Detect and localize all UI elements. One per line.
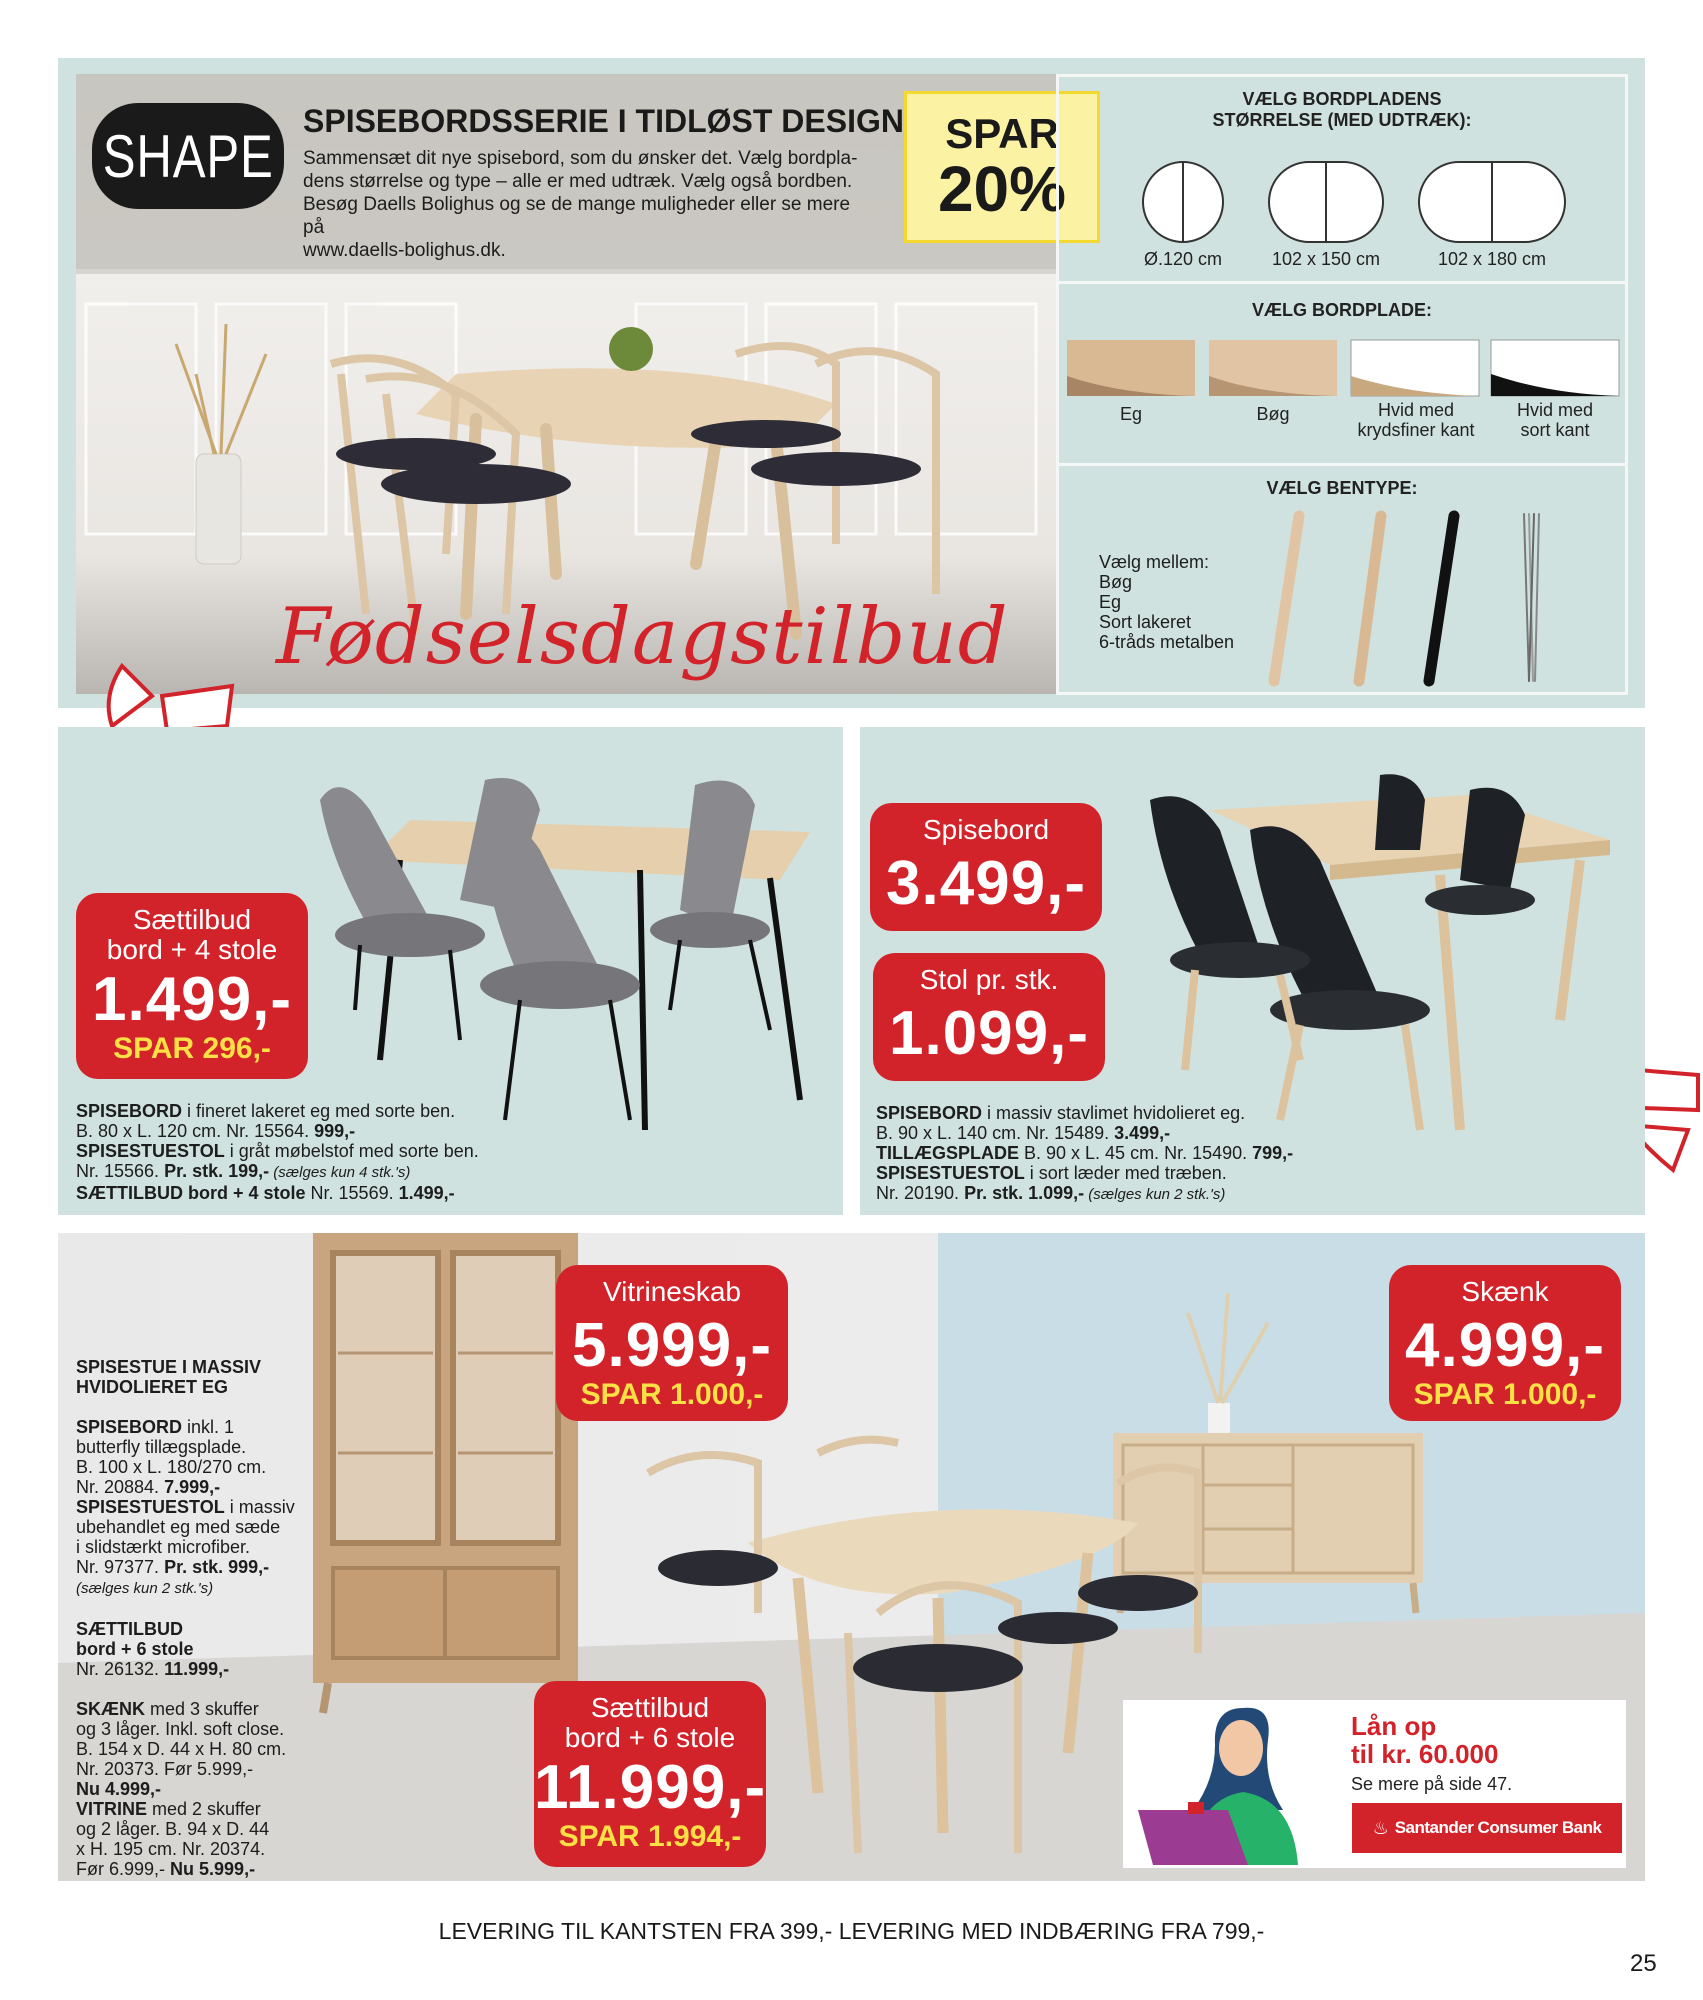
desc-note: (sælges kun 4 stk.'s)	[269, 1164, 411, 1181]
desc-line	[76, 1101, 816, 1121]
top-caption-line: Eg	[1119, 404, 1143, 424]
vitrine-price: 5.999,-	[571, 1311, 773, 1380]
desc-line	[76, 1141, 816, 1161]
desc-line: B. 154 x D. 44 x H. 80 cm.	[76, 1739, 287, 1759]
leg-text-line: 6-tråds metalben	[1099, 632, 1235, 652]
leg-shapes	[1059, 496, 1625, 696]
top-caption	[1209, 404, 1337, 425]
desc-line: og 3 låger. Inkl. soft close.	[76, 1719, 285, 1739]
top-caption	[1491, 400, 1619, 440]
set-label-1: Sættilbud	[590, 1692, 710, 1723]
skaenk-label: Skænk	[1461, 1276, 1549, 1307]
desc-text: i fineret lakeret eg med sorte ben.	[182, 1101, 456, 1121]
vitrine-label: Vitrineskab	[602, 1276, 741, 1307]
desc-text: Nr. 97377.	[76, 1557, 165, 1577]
top-caption-line: Hvid med	[1516, 400, 1594, 420]
desc-bold: SPISEBORD	[76, 1101, 183, 1121]
desc-text: B. 90 x L. 140 cm. Nr. 15489.	[876, 1123, 1115, 1143]
desc-line: B. 100 x L. 180/270 cm.	[76, 1457, 267, 1477]
leg-text-line: Vælg mellem:	[1099, 552, 1210, 572]
page-number: 25	[1630, 1950, 1657, 1977]
left-mid-badge-label-2: bord + 4 stole	[106, 934, 278, 965]
skaenk-price-badge	[1389, 1265, 1621, 1421]
top-caption	[1341, 400, 1491, 440]
desc-bold: SPISESTUESTOL	[876, 1163, 1025, 1183]
top-caption-line: krydsfiner kant	[1357, 420, 1475, 440]
desc-line	[876, 1103, 1616, 1123]
size-options	[1056, 74, 1628, 284]
desc-bold: 999,-	[314, 1121, 356, 1141]
desc-bold: VITRINE	[76, 1799, 148, 1819]
size-header-2: STØRRELSE (MED UDTRÆK):	[1212, 110, 1472, 130]
desc-bold: Pr. stk. 1.099,-	[964, 1183, 1085, 1203]
desc-text: i gråt møbelstof med sorte ben.	[224, 1141, 479, 1161]
leg-text-line: Sort lakeret	[1099, 612, 1192, 632]
desc-line	[76, 1859, 326, 1879]
right-mid-chair-price: 1.099,-	[888, 999, 1090, 1068]
desc-line	[876, 1163, 1616, 1183]
desc-text: B. 90 x L. 45 cm. Nr. 15490.	[1019, 1143, 1253, 1163]
loan-line-2: til kr. 60.000	[1351, 1739, 1499, 1769]
black-chairs-set-image	[1140, 770, 1620, 1140]
vitrine-price-badge	[556, 1265, 788, 1421]
desc-line	[76, 1639, 326, 1659]
desc-text: Nr. 15566.	[76, 1161, 165, 1181]
desc-text: i massiv stavlimet hvidolieret eg.	[982, 1103, 1246, 1123]
desc-line: og 2 låger. B. 94 x D. 44	[76, 1819, 270, 1839]
desc-text: Før 6.999,-	[76, 1859, 171, 1879]
skaenk-spar: SPAR 1.000,-	[1413, 1378, 1597, 1411]
shape-logo-text: SHAPE	[102, 122, 274, 190]
bank-logo[interactable]	[1352, 1803, 1622, 1853]
set-price: 11.999,-	[534, 1753, 767, 1822]
loan-line-1: Lån op	[1351, 1711, 1437, 1741]
desc-bold: bord + 6 stole	[76, 1639, 194, 1659]
size-caption: 102 x 180 cm	[1437, 249, 1547, 269]
desc-bold: SPISESTUESTOL	[76, 1497, 225, 1517]
desc-text: Nr. 20884.	[76, 1477, 165, 1497]
desc-line: x H. 195 cm. Nr. 20374.	[76, 1839, 266, 1859]
leg-header: VÆLG BENTYPE:	[1266, 478, 1418, 498]
top-caption-line: Bøg	[1256, 404, 1290, 424]
desc-line	[76, 1619, 326, 1639]
desc-line	[76, 1477, 326, 1497]
leg-options	[1056, 463, 1628, 695]
desc-text: inkl. 1	[182, 1417, 235, 1437]
bottom-description	[76, 1357, 326, 1879]
desc-bold: SPISESTUESTOL	[76, 1141, 225, 1161]
desc-text: i massiv	[224, 1497, 295, 1517]
desc-line	[76, 1577, 326, 1599]
left-mid-badge-spar: SPAR 296,-	[113, 1032, 271, 1065]
desc-bold: SÆTTILBUD bord + 4 stole	[76, 1183, 306, 1203]
leg-text-line: Bøg	[1099, 572, 1133, 592]
size-shapes	[1059, 157, 1625, 247]
desc-bold: 11.999,-	[164, 1659, 230, 1679]
desc-bold: SÆTTILBUD	[76, 1619, 183, 1639]
top-caption-line: Hvid med	[1377, 400, 1455, 420]
desc-line	[76, 1417, 326, 1437]
left-mid-description	[76, 1101, 816, 1203]
desc-bold: Nu 4.999,-	[76, 1779, 162, 1799]
vitrine-spar: SPAR 1.000,-	[580, 1378, 764, 1411]
desc-line	[876, 1123, 1616, 1143]
right-mid-chair-badge	[873, 953, 1105, 1081]
top-intro-line: dens størrelse og type – alle er med udtræk. Vælg også bordben.	[303, 171, 853, 192]
desc-bold: Pr. stk. 199,-	[164, 1161, 270, 1181]
desc-line	[76, 1779, 326, 1799]
left-mid-badge-label-1: Sættilbud	[132, 904, 252, 935]
size-caption: 102 x 150 cm	[1271, 249, 1381, 269]
top-caption	[1067, 404, 1195, 425]
flame-icon: ♨	[1372, 1817, 1389, 1838]
size-header-1: VÆLG BORDPLADENS	[1242, 89, 1442, 109]
right-mid-chair-label: Stol pr. stk.	[919, 964, 1059, 995]
desc-line: butterfly tillægsplade.	[76, 1437, 247, 1457]
desc-bold: SKÆNK	[76, 1699, 146, 1719]
set-spar: SPAR 1.994,-	[558, 1820, 742, 1853]
desc-bold: 1.499,-	[398, 1183, 455, 1203]
top-intro-line: www.daells-bolighus.dk.	[303, 240, 506, 261]
desc-bold: SPISEBORD	[876, 1103, 983, 1123]
top-swatches	[1059, 332, 1625, 402]
desc-line	[876, 1183, 1616, 1205]
desc-text: med 2 skuffer	[147, 1799, 261, 1819]
desc-bold: TILLÆGSPLADE	[876, 1143, 1019, 1163]
desc-line	[76, 1497, 326, 1517]
bottom-heading-line: SPISESTUE I MASSIV	[76, 1357, 262, 1377]
desc-note: (sælges kun 2 stk.'s)	[1084, 1186, 1226, 1203]
desc-line	[76, 1659, 326, 1679]
spar-badge-label: SPAR	[945, 110, 1059, 157]
desc-text: Nr. 26132.	[76, 1659, 165, 1679]
skaenk-price: 4.999,-	[1404, 1311, 1606, 1380]
loan-ad[interactable]	[1123, 1700, 1626, 1868]
desc-text: med 3 skuffer	[145, 1699, 259, 1719]
desc-bold: Pr. stk. 999,-	[164, 1557, 270, 1577]
top-headline: SPISEBORDSSERIE I TIDLØST DESIGN	[303, 103, 904, 139]
bottom-heading-line: HVIDOLIERET EG	[76, 1377, 229, 1397]
desc-line	[76, 1121, 816, 1141]
set-label-2: bord + 6 stole	[564, 1722, 736, 1753]
leg-text-line: Eg	[1099, 592, 1122, 612]
desc-spacer	[76, 1679, 326, 1699]
script-title: Fødselsdagstilbud	[276, 592, 1009, 682]
desc-line	[76, 1557, 326, 1577]
desc-line: Nr. 20373. Før 5.999,-	[76, 1759, 254, 1779]
top-caption-line: sort kant	[1520, 420, 1590, 440]
desc-line	[76, 1799, 326, 1819]
desc-line: i slidstærkt microfiber.	[76, 1537, 251, 1557]
left-mid-price-badge	[76, 893, 308, 1079]
shape-logo	[92, 103, 284, 209]
spar-badge-percent: 20%	[937, 153, 1067, 225]
right-mid-table-price: 3.499,-	[885, 849, 1087, 918]
desc-line	[76, 1183, 816, 1203]
grey-chairs-set-image	[300, 760, 820, 1140]
desc-line	[876, 1143, 1616, 1163]
desc-text: i sort læder med træben.	[1024, 1163, 1227, 1183]
woman-laptop-icon	[1133, 1700, 1333, 1868]
desc-text: Nr. 20190.	[876, 1183, 965, 1203]
top-options	[1056, 281, 1628, 466]
desc-note: (sælges kun 2 stk.'s)	[76, 1580, 214, 1597]
bank-name: Santander Consumer Bank	[1394, 1818, 1602, 1837]
desc-bold: 799,-	[1252, 1143, 1294, 1163]
desc-text: Nr. 15569.	[305, 1183, 399, 1203]
top-intro-line: Besøg Daells Bolighus og se de mange muligheder eller se mere på	[303, 194, 851, 238]
top-intro	[303, 147, 863, 262]
right-mid-description	[876, 1103, 1616, 1205]
delivery-note: LEVERING TIL KANTSTEN FRA 399,- LEVERING MED INDBÆRING FRA 799,-	[438, 1918, 1265, 1944]
top-header: VÆLG BORDPLADE:	[1252, 300, 1432, 320]
desc-line	[76, 1699, 326, 1719]
desc-spacer	[76, 1599, 326, 1619]
right-mid-table-badge	[870, 803, 1102, 931]
loan-sub: Se mere på side 47.	[1351, 1774, 1513, 1794]
desc-text: B. 80 x L. 120 cm. Nr. 15564.	[76, 1121, 315, 1141]
right-mid-table-label: Spisebord	[922, 814, 1050, 845]
bottom-heading	[76, 1357, 326, 1397]
desc-bold: SPISEBORD	[76, 1417, 183, 1437]
top-intro-line: Sammensæt dit nye spisebord, som du ønsker det. Vælg bordpla-	[303, 148, 858, 169]
desc-bold: 3.499,-	[1114, 1123, 1171, 1143]
desc-bold: 7.999,-	[164, 1477, 221, 1497]
desc-bold: Nu 5.999,-	[170, 1859, 256, 1879]
set-price-badge	[534, 1681, 766, 1867]
left-mid-badge-price: 1.499,-	[91, 965, 293, 1034]
desc-line: ubehandlet eg med sæde	[76, 1517, 281, 1537]
desc-line	[76, 1161, 816, 1183]
size-caption: Ø.120 cm	[1143, 249, 1223, 269]
